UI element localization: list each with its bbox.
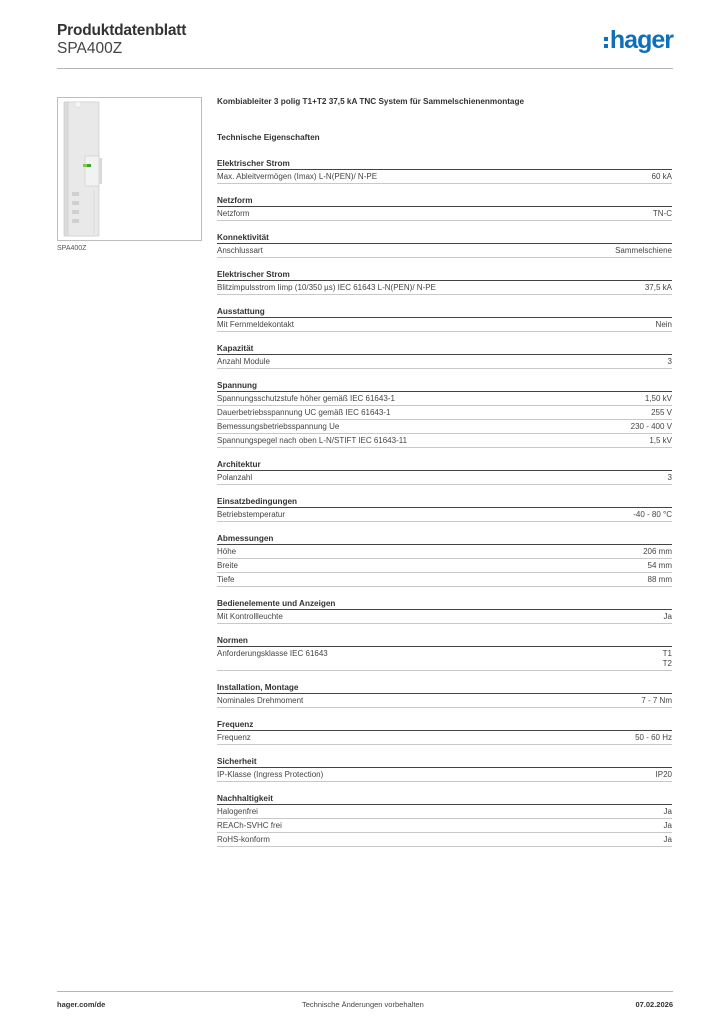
property-value	[664, 612, 672, 622]
property-label: Anschlussart	[217, 246, 263, 255]
property-value	[664, 835, 672, 845]
property-value	[631, 422, 672, 432]
page-footer	[57, 991, 673, 1013]
properties-list	[217, 157, 672, 847]
property-label: Höhe	[217, 547, 237, 556]
property-value	[648, 561, 672, 571]
section-title: Abmessungen	[217, 532, 672, 545]
surge-arrester-illustration	[58, 98, 201, 240]
property-value-line: Nein	[655, 320, 672, 329]
section-title: Nachhaltigkeit	[217, 792, 672, 805]
footer-date: 07.02.2026	[635, 1000, 673, 1009]
property-row	[217, 610, 672, 624]
property-section	[217, 231, 672, 258]
property-section	[217, 532, 672, 587]
section-title: Bedienelemente und Anzeigen	[217, 597, 672, 610]
property-value	[648, 575, 672, 585]
property-row	[217, 819, 672, 833]
property-label: Betriebstemperatur	[217, 510, 286, 519]
property-value	[663, 649, 672, 669]
property-label: Blitzimpulsstrom Iimp (10/350 µs) IEC 61643 L-N(PEN)/ N-PE	[217, 283, 436, 292]
property-value-line: TN-C	[652, 209, 672, 218]
property-section	[217, 342, 672, 369]
property-section	[217, 495, 672, 522]
property-row	[217, 170, 672, 184]
property-value-line: Ja	[663, 835, 672, 844]
property-value	[656, 320, 672, 330]
property-value-line: Ja	[663, 807, 672, 816]
property-value-line: 3	[667, 357, 672, 366]
property-value-line: 50 - 60 Hz	[635, 733, 672, 742]
property-label: Nominales Drehmoment	[217, 696, 304, 705]
property-value	[641, 696, 672, 706]
property-value-line: -40 - 80 °C	[633, 510, 672, 519]
property-row	[217, 434, 672, 448]
property-value-line: 1,5 kV	[649, 436, 672, 445]
property-label: Polanzahl	[217, 473, 253, 482]
property-row	[217, 207, 672, 221]
document-sku: SPA400Z	[57, 40, 123, 57]
property-value	[668, 357, 672, 367]
product-name: Kombiableiter 3 polig T1+T2 37,5 kA TNC System für Sammelschienenmontage	[217, 97, 525, 106]
property-value	[635, 733, 672, 743]
property-label: RoHS-konform	[217, 835, 270, 844]
section-title: Konnektivität	[217, 231, 672, 244]
property-row	[217, 805, 672, 819]
property-value	[652, 172, 672, 182]
property-value-line: 88 mm	[647, 575, 672, 584]
property-label: Max. Ableitvermögen (Imax) L-N(PEN)/ N-PE	[217, 172, 378, 181]
section-title: Normen	[217, 634, 672, 647]
property-value-line: 3	[667, 473, 672, 482]
property-row	[217, 355, 672, 369]
property-value	[668, 473, 672, 483]
property-row	[217, 281, 672, 295]
property-section	[217, 755, 672, 782]
property-row	[217, 694, 672, 708]
property-label: Mit Kontrollleuchte	[217, 612, 283, 621]
product-details	[217, 95, 672, 847]
product-image	[57, 97, 202, 241]
property-value-line: 230 - 400 V	[630, 422, 672, 431]
property-section	[217, 305, 672, 332]
property-value	[653, 209, 672, 219]
section-title: Architektur	[217, 458, 672, 471]
property-value-line: IP20	[655, 770, 672, 779]
property-row	[217, 833, 672, 847]
property-value	[649, 436, 672, 446]
property-label: Tiefe	[217, 575, 235, 584]
property-label: Spannungsschutzstufe höher gemäß IEC 61643-1	[217, 394, 395, 403]
property-section	[217, 681, 672, 708]
property-value-line: 7 - 7 Nm	[641, 696, 672, 705]
property-label: IP-Klasse (Ingress Protection)	[217, 770, 324, 779]
property-label: Anforderungsklasse IEC 61643	[217, 649, 328, 658]
hager-logo	[604, 26, 673, 54]
property-row	[217, 318, 672, 332]
section-title: Kapazität	[217, 342, 672, 355]
property-section	[217, 268, 672, 295]
property-row	[217, 559, 672, 573]
property-row	[217, 392, 672, 406]
section-title: Frequenz	[217, 718, 672, 731]
section-title: Elektrischer Strom	[217, 157, 672, 170]
property-label: Halogenfrei	[217, 807, 258, 816]
property-value-line: 54 mm	[647, 561, 672, 570]
property-value	[651, 408, 672, 418]
property-value	[633, 510, 672, 520]
property-value	[645, 283, 672, 293]
property-section	[217, 718, 672, 745]
section-title: Netzform	[217, 194, 672, 207]
property-value-line: 60 kA	[651, 172, 672, 181]
property-section	[217, 379, 672, 448]
property-value-line: T2	[662, 659, 672, 668]
property-value	[645, 394, 672, 404]
technical-properties-heading: Technische Eigenschaften	[217, 133, 320, 142]
property-label: REACh-SVHC frei	[217, 821, 282, 830]
image-caption: SPA400Z	[57, 245, 87, 252]
page-header	[57, 20, 673, 69]
property-label: Dauerbetriebsspannung UC gemäß IEC 61643-1	[217, 408, 391, 417]
property-value-line: Sammelschiene	[615, 246, 672, 255]
logo-dots-icon	[604, 37, 608, 48]
property-section	[217, 634, 672, 671]
property-value-line: 255 V	[651, 408, 672, 417]
property-row	[217, 420, 672, 434]
property-label: Anzahl Module	[217, 357, 270, 366]
property-label: Breite	[217, 561, 238, 570]
property-label: Mit Fernmeldekontakt	[217, 320, 294, 329]
property-value-line: 1,50 kV	[644, 394, 672, 403]
property-value	[664, 821, 672, 831]
property-section	[217, 194, 672, 221]
property-value-line: T1	[662, 649, 672, 658]
property-value-line: 206 mm	[643, 547, 672, 556]
property-row	[217, 406, 672, 420]
document-title: Produktdatenblatt	[57, 22, 187, 39]
property-value-line: Ja	[663, 821, 672, 830]
property-row	[217, 508, 672, 522]
footer-disclaimer: Technische Änderungen vorbehalten	[302, 1000, 424, 1009]
property-row	[217, 244, 672, 258]
property-row	[217, 768, 672, 782]
property-value	[643, 547, 672, 557]
property-label: Netzform	[217, 209, 250, 218]
property-label: Spannungspegel nach oben L-N/STIFT IEC 61643-11	[217, 436, 408, 445]
section-title: Sicherheit	[217, 755, 672, 768]
logo-wordmark: hager	[609, 25, 673, 54]
section-title: Elektrischer Strom	[217, 268, 672, 281]
property-row	[217, 471, 672, 485]
property-row	[217, 647, 672, 671]
property-section	[217, 157, 672, 184]
section-title: Einsatzbedingungen	[217, 495, 672, 508]
section-title: Spannung	[217, 379, 672, 392]
footer-website[interactable]: hager.com/de	[57, 1000, 106, 1009]
property-label: Bemessungsbetriebsspannung Ue	[217, 422, 340, 431]
property-row	[217, 545, 672, 559]
property-value	[615, 246, 672, 256]
property-section	[217, 597, 672, 624]
property-row	[217, 573, 672, 587]
property-value	[664, 807, 672, 817]
section-title: Installation, Montage	[217, 681, 672, 694]
section-title: Ausstattung	[217, 305, 672, 318]
property-section	[217, 792, 672, 847]
property-section	[217, 458, 672, 485]
property-row	[217, 731, 672, 745]
property-value-line: Ja	[663, 612, 672, 621]
property-value-line: 37,5 kA	[644, 283, 672, 292]
property-label: Frequenz	[217, 733, 251, 742]
property-value	[656, 770, 672, 780]
